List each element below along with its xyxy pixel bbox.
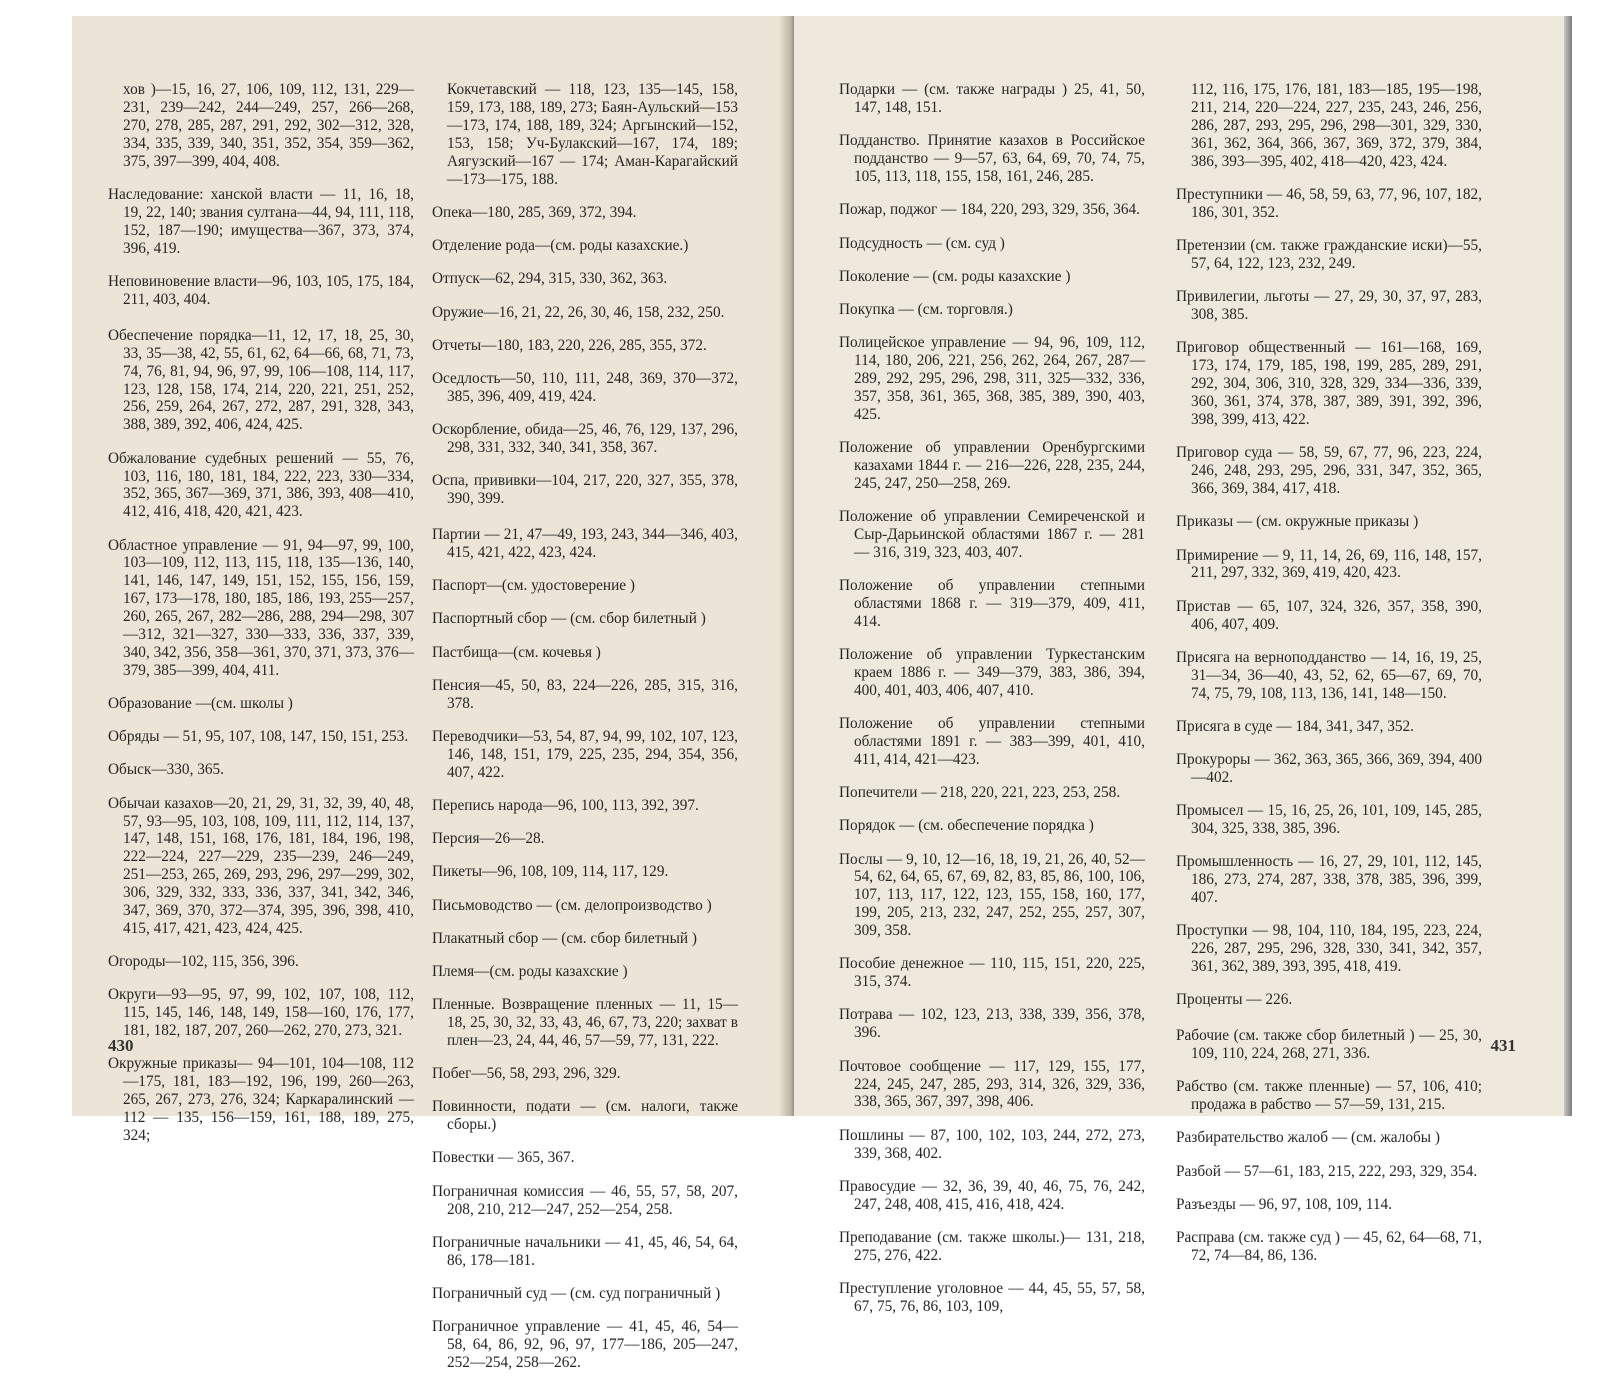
index-entry: Подданство. Принятие казахов в Российское подданство — 9—57, 63, 64, 69, 70, 74, 75, 105, 113, 118, 155, 158, 161, 246, 285.	[839, 132, 1145, 186]
index-entry: Отчеты—180, 183, 220, 226, 285, 355, 372.	[432, 336, 707, 354]
index-entry: Оспа, прививки—104, 217, 220, 327, 355, 378, 390, 399.	[432, 472, 738, 508]
index-entry: Проступки — 98, 104, 110, 184, 195, 223, 224, 226, 287, 295, 296, 328, 330, 341, 342, 357, 361, 362, 389, 393, 395, 418, 419.	[1176, 922, 1482, 975]
index-entry: Полицейское управление — 94, 96, 109, 112, 114, 180, 206, 221, 256, 262, 264, 267, 287—289, 292, 295, 296, 298, 311, 325—332, 336, 357, 358, 361, 365, 368, 385, 389, 390, 403, 425.	[839, 334, 1145, 423]
index-entry: Кокчетавский — 118, 123, 135—145, 158, 159, 173, 188, 189, 273; Баян-Аульский—153—173, 174, 188, 189, 324; Аргынский—152, 153, 158; Уч-Булакский—167, 174, 189; Аягузский—167 — 174; Аман-Карагайский—173—175, 188.	[447, 81, 738, 188]
index-entry: Паспорт—(см. удостоверение )	[432, 577, 635, 595]
index-entry: Пограничная комиссия — 46, 55, 57, 58, 207, 208, 210, 212—247, 252—254, 258.	[432, 1182, 738, 1218]
index-entry: Привилегии, льготы — 27, 29, 30, 37, 97, 283, 308, 385.	[1176, 288, 1482, 324]
index-entry: Примирение — 9, 11, 14, 26, 69, 116, 148, 157, 211, 297, 332, 369, 419, 420, 423.	[1176, 546, 1482, 582]
index-column-4	[1176, 66, 1482, 1280]
index-entry: Разбой — 57—61, 183, 215, 222, 293, 329, 354.	[1176, 1162, 1478, 1180]
index-entry: Отделение рода—(см. роды казахские.)	[432, 237, 689, 255]
index-entry: Положение об управлении Семиреченской и Сыр-Дарьинской областями 1867 г. — 281 — 316, 319, 323, 403, 407.	[839, 508, 1145, 561]
index-entry: Присяга в суде — 184, 341, 347, 352.	[1176, 717, 1414, 735]
index-entry: Пограничные начальники — 41, 45, 46, 54, 64, 86, 178—181.	[432, 1233, 738, 1269]
index-entry: Проценты — 226.	[1176, 991, 1293, 1009]
index-entry: Положение об управлении Оренбургскими казахами 1844 г. — 216—226, 228, 235, 244, 245, 247, 250—258, 269.	[839, 439, 1145, 492]
index-entry: Оседлость—50, 110, 111, 248, 369, 370—372, 385, 396, 409, 419, 424.	[432, 370, 738, 405]
index-entry: Рабочие (см. также сбор билетный ) — 25, 30, 109, 110, 224, 268, 271, 336.	[1176, 1027, 1482, 1062]
index-entry: Преступники — 46, 58, 59, 63, 77, 96, 107, 182, 186, 301, 352.	[1176, 186, 1482, 222]
index-entry: Партии — 21, 47—49, 193, 243, 344—346, 403, 415, 421, 422, 423, 424.	[432, 526, 738, 561]
index-entry: Обжалование судебных решений — 55, 76, 103, 116, 180, 181, 184, 222, 223, 330—334, 352, 365, 367—369, 371, 386, 393, 408—410, 412, 416, 418, 420, 421, 423.	[108, 449, 414, 521]
index-entry: Потрава — 102, 123, 213, 338, 339, 356, 378, 396.	[839, 1006, 1145, 1042]
index-entry: Преподавание (см. также школы.)— 131, 218, 275, 276, 422.	[839, 1228, 1145, 1264]
index-entry: Приговор общественный — 161—168, 169, 173, 174, 179, 185, 198, 199, 285, 289, 291, 292, 304, 306, 310, 328, 329, 334—336, 339, 360, 361, 374, 378, 387, 389, 391, 392, 396, 398, 399, 413, 422.	[1176, 339, 1482, 429]
index-entry: Обычаи казахов—20, 21, 29, 31, 32, 39, 40, 48, 57, 93—95, 103, 108, 109, 111, 112, 114, 137, 147, 148, 151, 168, 176, 181, 184, 196, 198, 222—224, 227—229, 235—239, 246—249, 251—253, 265, 269, 293, 296, 297—299, 302, 306, 329, 332, 333, 336, 337, 341, 342, 346, 347, 369, 370, 372—374, 395, 396, 398, 410, 415, 417, 421, 423, 424, 425.	[108, 794, 414, 938]
index-entry: Разъезды — 96, 97, 108, 109, 114.	[1176, 1195, 1393, 1213]
index-entry: Правосудие — 32, 36, 39, 40, 46, 75, 76, 242, 247, 248, 408, 415, 416, 418, 424.	[839, 1177, 1145, 1213]
index-entry: Положение об управлении степными областями 1891 г. — 383—399, 401, 410, 411, 414, 421—423.	[839, 715, 1145, 768]
index-entry: Преступление уголовное — 44, 45, 55, 57, 58, 67, 75, 76, 86, 103, 109,	[839, 1279, 1145, 1315]
index-entry: Повинности, подати — (см. налоги, также сборы.)	[432, 1098, 738, 1134]
index-entry: Перепись народа—96, 100, 113, 392, 397.	[432, 796, 699, 814]
index-entry: Обеспечение порядка—11, 12, 17, 18, 25, 30, 33, 35—38, 42, 55, 61, 62, 64—66, 68, 71, 73, 74, 76, 81, 94, 96, 97, 99, 106—108, 114, 117, 123, 128, 158, 174, 214, 220, 221, 251, 252, 256, 259, 264, 267, 272, 287, 291, 328, 343, 388, 389, 392, 406, 424, 425.	[108, 326, 414, 434]
index-entry: Округи—93—95, 97, 99, 102, 107, 108, 112, 115, 145, 146, 148, 149, 158—160, 176, 177, 181, 182, 187, 207, 260—262, 270, 273, 321.	[108, 986, 414, 1040]
index-entry: хов )—15, 16, 27, 106, 109, 112, 131, 229—231, 239—242, 244—249, 257, 266—268, 270, 278, 285, 287, 291, 292, 302—312, 328, 334, 335, 339, 340, 351, 352, 354, 359—362, 375, 397—399, 404, 408.	[123, 81, 414, 170]
index-entry: Отпуск—62, 294, 315, 330, 362, 363.	[432, 270, 668, 288]
index-entry: Разбирательство жалоб — (см. жалобы )	[1176, 1129, 1440, 1147]
index-entry: Побег—56, 58, 293, 296, 329.	[432, 1065, 621, 1083]
index-entry: Образование —(см. школы )	[108, 695, 293, 713]
index-entry: Паспортный сбор — (см. сбор билетный )	[432, 610, 706, 628]
index-entry: Опека—180, 285, 369, 372, 394.	[432, 204, 637, 222]
right-page	[794, 16, 1564, 1315]
index-entry: Обряды — 51, 95, 107, 108, 147, 150, 151, 253.	[108, 728, 409, 746]
index-entry: Повестки — 365, 367.	[432, 1149, 575, 1167]
index-entry: Промышленность — 16, 27, 29, 101, 112, 145, 186, 273, 274, 287, 338, 378, 385, 396, 399, 407.	[1176, 853, 1482, 906]
index-entry: Послы — 9, 10, 12—16, 18, 19, 21, 26, 40, 52—54, 62, 64, 65, 67, 69, 82, 83, 85, 86, 100, 106, 107, 113, 117, 122, 123, 155, 158, 160, 177, 199, 205, 213, 232, 247, 252, 255, 257, 307, 309, 358.	[839, 850, 1145, 940]
index-entry: Претензии (см. также гражданские иски)—55, 57, 64, 122, 123, 232, 249.	[1176, 237, 1482, 273]
index-entry: Пенсия—45, 50, 83, 224—226, 285, 315, 316, 378.	[432, 676, 738, 712]
index-entry: Пограничное управление — 41, 45, 46, 54—58, 64, 86, 92, 96, 97, 177—186, 205—247, 252—254, 258—262.	[432, 1318, 738, 1371]
index-entry: Пленные. Возвращение пленных — 11, 15—18, 25, 30, 32, 33, 43, 46, 67, 73, 220; захват в плен—23, 24, 44, 46, 57—59, 77, 131, 222.	[432, 996, 738, 1049]
left-page	[72, 16, 788, 1371]
index-entry: Письмоводство — (см. делопроизводство )	[432, 896, 712, 914]
index-entry: Огороды—102, 115, 356, 396.	[108, 953, 299, 971]
index-entry: Порядок — (см. обеспечение порядка )	[839, 817, 1094, 835]
index-entry: Пограничный суд — (см. суд пограничный )	[432, 1284, 721, 1302]
index-entry: Рабство (см. также пленные) — 57, 106, 410; продажа в рабство — 57—59, 131, 215.	[1176, 1078, 1482, 1114]
index-entry: Плакатный сбор — (см. сбор билетный )	[432, 929, 697, 947]
index-column-1	[108, 66, 414, 1160]
index-entry: Переводчики—53, 54, 87, 94, 99, 102, 107, 123, 146, 148, 151, 179, 225, 235, 294, 354, 356, 407, 422.	[432, 727, 738, 781]
index-entry: Пастбища—(см. кочевья )	[432, 643, 601, 661]
index-entry: Обыск—330, 365.	[108, 761, 224, 779]
index-entry: Положение об управлении степными областями 1868 г. — 319—379, 409, 411, 414.	[839, 577, 1145, 630]
index-entry: Пошлины — 87, 100, 102, 103, 244, 272, 273, 339, 368, 402.	[839, 1126, 1145, 1162]
index-entry: Наследование: ханской власти — 11, 16, 18, 19, 22, 140; звания султана—44, 94, 111, 118, 152, 187—190; имущества—367, 373, 374, 396, 419.	[108, 186, 414, 257]
index-entry: Попечители — 218, 220, 221, 223, 253, 258.	[839, 784, 1121, 802]
index-entry: Промысел — 15, 16, 25, 26, 101, 109, 145, 285, 304, 325, 338, 385, 396.	[1176, 802, 1482, 837]
index-entry: Пикеты—96, 108, 109, 114, 117, 129.	[432, 863, 669, 881]
index-entry: Областное управление — 91, 94—97, 99, 100, 103—109, 112, 113, 115, 118, 135—136, 140, 141, 146, 147, 149, 151, 152, 155, 156, 159, 167, 173—178, 180, 185, 186, 193, 255—257, 260, 265, 267, 282—286, 288, 294—298, 307—312, 321—327, 330—333, 336, 337, 339, 340, 342, 356, 358—361, 370, 371, 373, 376—379, 385—399, 404, 411.	[108, 536, 414, 679]
index-entry: Персия—26—28.	[432, 830, 545, 848]
index-entry: Почтовое сообщение — 117, 129, 155, 177, 224, 245, 247, 285, 293, 314, 326, 329, 336, 338, 365, 367, 397, 398, 406.	[839, 1057, 1145, 1111]
index-column-2	[432, 66, 738, 1387]
index-entry: Прокуроры — 362, 363, 365, 366, 369, 394, 400—402.	[1176, 750, 1482, 786]
page-number-right: 431	[1490, 1036, 1516, 1055]
index-entry: Подарки — (см. также награды ) 25, 41, 50, 147, 148, 151.	[839, 81, 1145, 117]
index-entry: Племя—(см. роды казахские )	[432, 962, 628, 980]
index-entry: Оружие—16, 21, 22, 26, 30, 46, 158, 232, 250.	[432, 303, 725, 321]
index-entry: Пособие денежное — 110, 115, 151, 220, 225, 315, 374.	[839, 955, 1145, 991]
index-entry: Покупка — (см. торговля.)	[839, 301, 1013, 319]
index-entry: Окружные приказы— 94—101, 104—108, 112—175, 181, 183—192, 196, 199, 260—263, 265, 267, 273, 276, 324; Каркаралинский — 112 — 135, 156—159, 161, 188, 189, 275, 324;	[108, 1055, 414, 1145]
index-entry: Поколение — (см. роды казахские )	[839, 267, 1071, 285]
index-entry: 112, 116, 175, 176, 181, 183—185, 195—198, 211, 214, 220—224, 227, 235, 243, 246, 256, 286, 287, 293, 295, 296, 298—301, 329, 330, 361, 362, 364, 366, 367, 369, 372, 379, 384, 386, 393—395, 402, 418—420, 423, 424.	[1191, 81, 1482, 170]
index-entry: Присяга на верноподданство — 14, 16, 19, 25, 31—34, 36—40, 43, 52, 62, 65—67, 69, 70, 74, 75, 79, 108, 113, 136, 141, 148—150.	[1176, 648, 1482, 702]
index-column-3	[839, 66, 1145, 1331]
index-entry: Расправа (см. также суд ) — 45, 62, 64—68, 71, 72, 74—84, 86, 136.	[1176, 1228, 1482, 1264]
index-entry: Приговор суда — 58, 59, 67, 77, 96, 223, 224, 246, 248, 293, 295, 296, 331, 347, 352, 365, 366, 369, 384, 417, 418.	[1176, 444, 1482, 498]
index-entry: Пристав — 65, 107, 324, 326, 357, 358, 390, 406, 407, 409.	[1176, 597, 1482, 633]
index-entry: Пожар, поджог — 184, 220, 293, 329, 356, 364.	[839, 201, 1140, 219]
book-spread	[72, 16, 1572, 1371]
index-entry: Неповиновение власти—96, 103, 105, 175, 184, 211, 403, 404.	[108, 273, 414, 308]
index-entry: Приказы — (см. окружные приказы )	[1176, 513, 1419, 531]
page-number-left: 430	[108, 1036, 134, 1055]
index-entry: Оскорбление, обида—25, 46, 76, 129, 137, 296, 298, 331, 332, 340, 341, 358, 367.	[432, 421, 738, 457]
index-entry: Положение об управлении Туркестанским краем 1886 г. — 349—379, 383, 386, 394, 400, 401, 403, 406, 407, 410.	[839, 646, 1145, 699]
page-edge-shadow	[1564, 16, 1572, 1116]
index-entry: Подсудность — (см. суд )	[839, 234, 1005, 252]
